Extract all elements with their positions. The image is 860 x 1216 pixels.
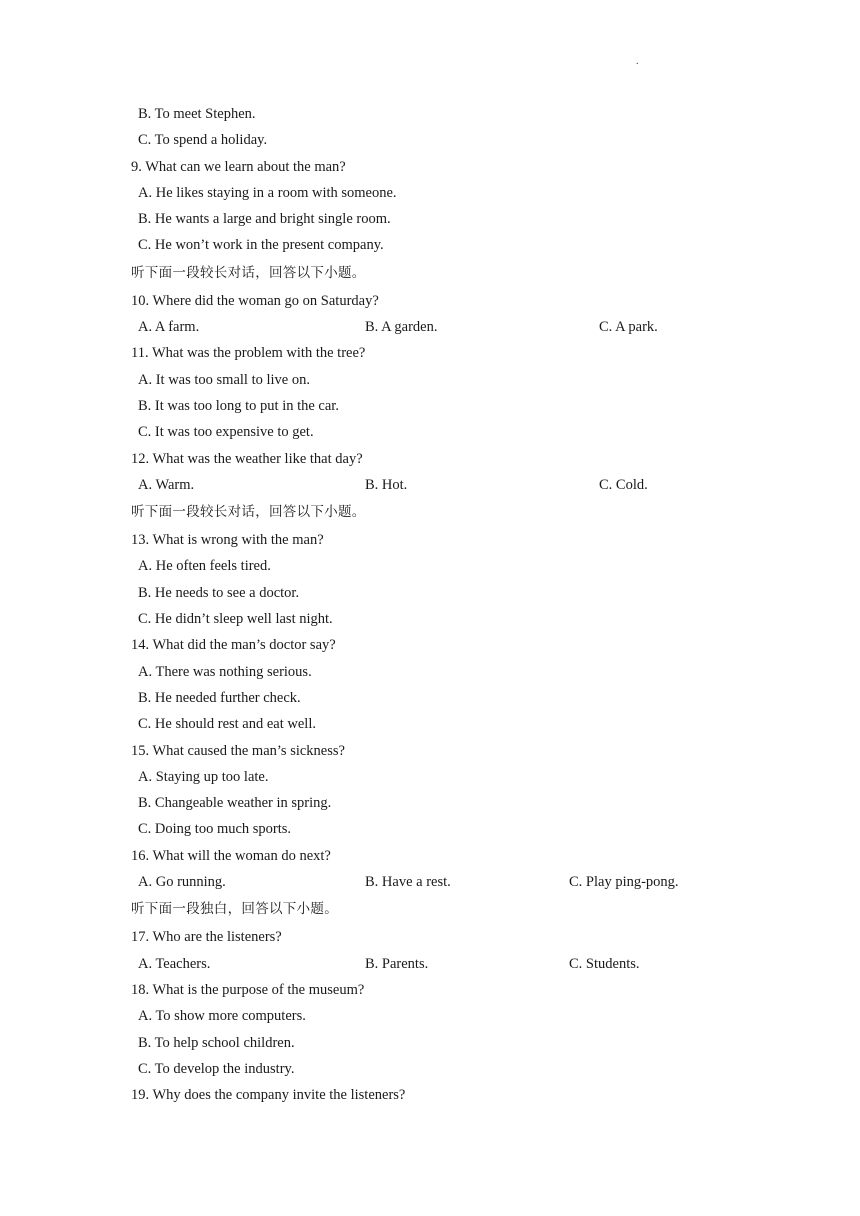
question: 12. What was the weather like that day? bbox=[131, 450, 363, 467]
question: 18. What is the purpose of the museum? bbox=[131, 981, 365, 998]
page-mark: . bbox=[636, 56, 639, 67]
answer-option: C. To develop the industry. bbox=[138, 1060, 295, 1077]
answer-option: C. It was too expensive to get. bbox=[138, 424, 314, 441]
answer-options-row bbox=[131, 472, 751, 498]
answer-option: B. He needs to see a doctor. bbox=[138, 584, 300, 601]
answer-option: A. A farm. bbox=[138, 319, 200, 336]
answer-option: B. Have a rest. bbox=[365, 874, 451, 891]
question: 10. Where did the woman go on Saturday? bbox=[131, 292, 379, 309]
answer-options-row bbox=[131, 314, 751, 340]
answer-option: A. Staying up too late. bbox=[138, 768, 269, 785]
answer-option: B. A garden. bbox=[365, 319, 438, 336]
answer-option: A. Teachers. bbox=[138, 955, 211, 972]
answer-option: B. It was too long to put in the car. bbox=[138, 397, 339, 414]
section-instruction: 听下面一段较长对话，回答以下小题。 bbox=[131, 264, 366, 281]
document-body bbox=[131, 101, 751, 1108]
section-instruction: 听下面一段独白，回答以下小题。 bbox=[131, 901, 338, 918]
answer-option: B. Parents. bbox=[365, 955, 429, 972]
question: 9. What can we learn about the man? bbox=[131, 158, 346, 175]
answer-option: B. To meet Stephen. bbox=[138, 106, 256, 122]
answer-option: B. Changeable weather in spring. bbox=[138, 795, 332, 812]
answer-option: C. Doing too much sports. bbox=[138, 821, 292, 838]
answer-option: A. It was too small to live on. bbox=[138, 371, 310, 388]
question: 13. What is wrong with the man? bbox=[131, 532, 324, 549]
question: 16. What will the woman do next? bbox=[131, 847, 331, 864]
question: 17. Who are the listeners? bbox=[131, 929, 282, 946]
answer-option: C. Students. bbox=[569, 955, 640, 972]
question: 14. What did the man’s doctor say? bbox=[131, 637, 336, 654]
answer-option: C. He won’t work in the present company. bbox=[138, 237, 384, 254]
answer-option: A. He likes staying in a room with someone. bbox=[138, 184, 397, 201]
section-instruction: 听下面一段较长对话，回答以下小题。 bbox=[131, 504, 366, 521]
answer-option: B. Hot. bbox=[365, 476, 408, 493]
answer-option: C. He didn’t sleep well last night. bbox=[138, 611, 333, 628]
answer-option: A. To show more computers. bbox=[138, 1008, 306, 1025]
answer-option: A. Warm. bbox=[138, 476, 195, 493]
question: 15. What caused the man’s sickness? bbox=[131, 742, 345, 759]
answer-option: C. He should rest and eat well. bbox=[138, 716, 316, 733]
answer-option: A. He often feels tired. bbox=[138, 558, 271, 575]
answer-option: A. Go running. bbox=[138, 874, 226, 891]
answer-options-row bbox=[131, 951, 751, 977]
answer-option: B. He needed further check. bbox=[138, 689, 301, 706]
question: 11. What was the problem with the tree? bbox=[131, 345, 366, 362]
answer-option: A. There was nothing serious. bbox=[138, 663, 312, 680]
answer-option: C. Cold. bbox=[599, 476, 648, 493]
answer-options-row bbox=[131, 869, 751, 895]
question: 19. Why does the company invite the listeners? bbox=[131, 1087, 406, 1104]
answer-option: C. Play ping-pong. bbox=[569, 874, 679, 891]
answer-option: B. He wants a large and bright single room. bbox=[138, 211, 391, 228]
answer-option: C. A park. bbox=[599, 319, 658, 336]
answer-option: B. To help school children. bbox=[138, 1034, 295, 1051]
answer-option: C. To spend a holiday. bbox=[138, 132, 268, 149]
